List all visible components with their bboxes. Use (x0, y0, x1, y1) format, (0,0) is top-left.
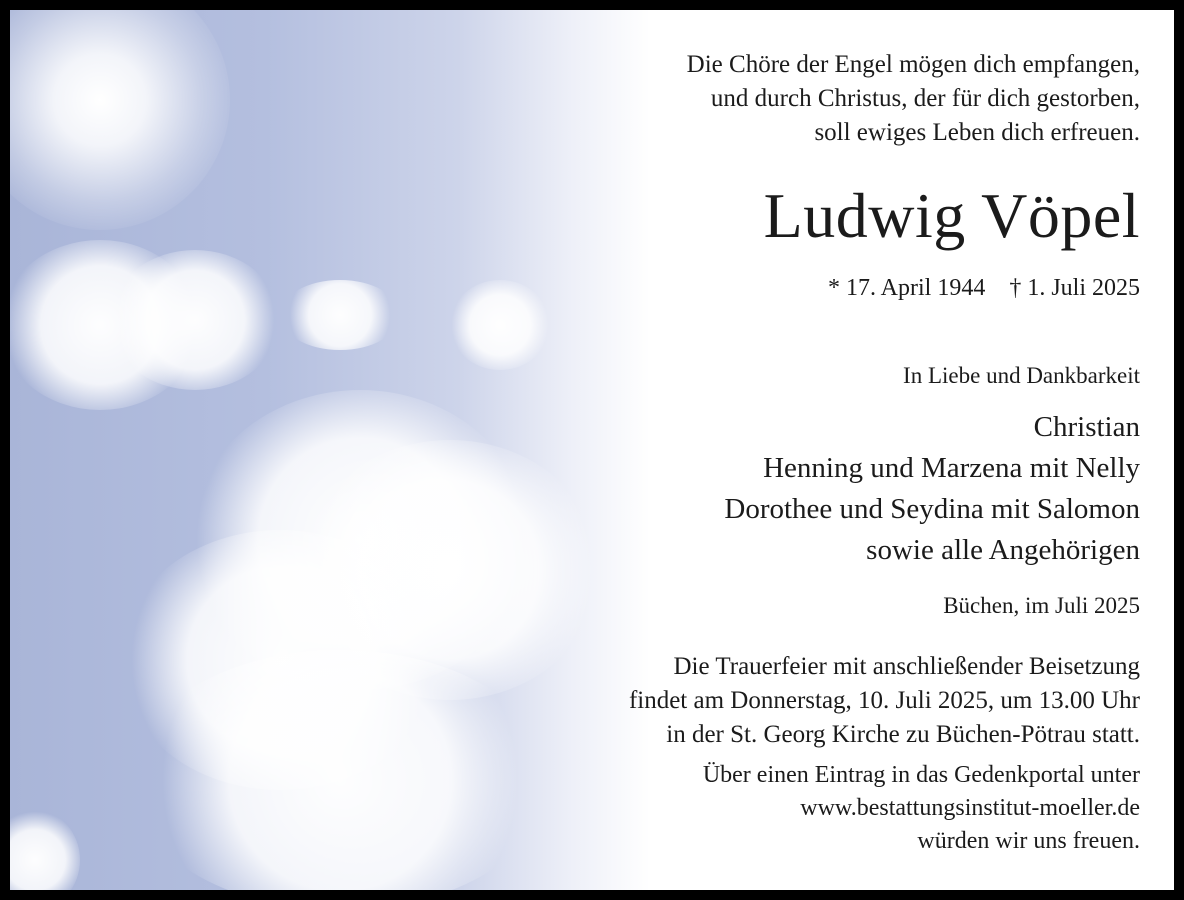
cloud (280, 280, 400, 350)
family-member: Christian (1033, 411, 1140, 443)
sun-glow (10, 10, 230, 230)
service-info (629, 650, 1140, 752)
obituary-card (10, 10, 1174, 890)
life-dates: * 17. April 1944 † 1. Juli 2025 (827, 275, 1140, 301)
sky-background-image (10, 10, 650, 890)
family-member: Henning und Marzena mit Nelly (763, 452, 1140, 484)
portal-line: würden wir uns freuen. (917, 828, 1140, 854)
service-line: Die Trauerfeier mit anschließender Beisetzung (673, 653, 1140, 680)
place-and-date: Büchen, im Juli 2025 (943, 593, 1140, 618)
cloud (110, 250, 280, 390)
verse-line: und durch Christus, der für dich gestorben, (710, 85, 1140, 112)
portal-url: www.bestattungsinstitut-moeller.de (800, 795, 1140, 821)
verse (687, 48, 1140, 150)
deceased-name: Ludwig Vöpel (763, 180, 1140, 251)
family-member: Dorothee und Seydina mit Salomon (724, 493, 1140, 525)
portal-line: Über einen Eintrag in das Gedenkportal unter (702, 762, 1140, 788)
dedication-line: In Liebe und Dankbarkeit (903, 363, 1140, 388)
service-line: findet am Donnerstag, 10. Juli 2025, um 13.00 Uhr (628, 687, 1140, 714)
cloud (10, 810, 80, 890)
cloud (450, 280, 550, 370)
family-member: sowie alle Angehörigen (866, 534, 1140, 566)
memorial-portal-note (703, 759, 1140, 858)
verse-line: Die Chöre der Engel mögen dich empfangen, (686, 51, 1140, 78)
family-list (724, 407, 1140, 571)
service-line: in der St. Georg Kirche zu Büchen-Pötrau statt. (666, 721, 1140, 748)
verse-line: soll ewiges Leben dich erfreuen. (814, 119, 1140, 146)
